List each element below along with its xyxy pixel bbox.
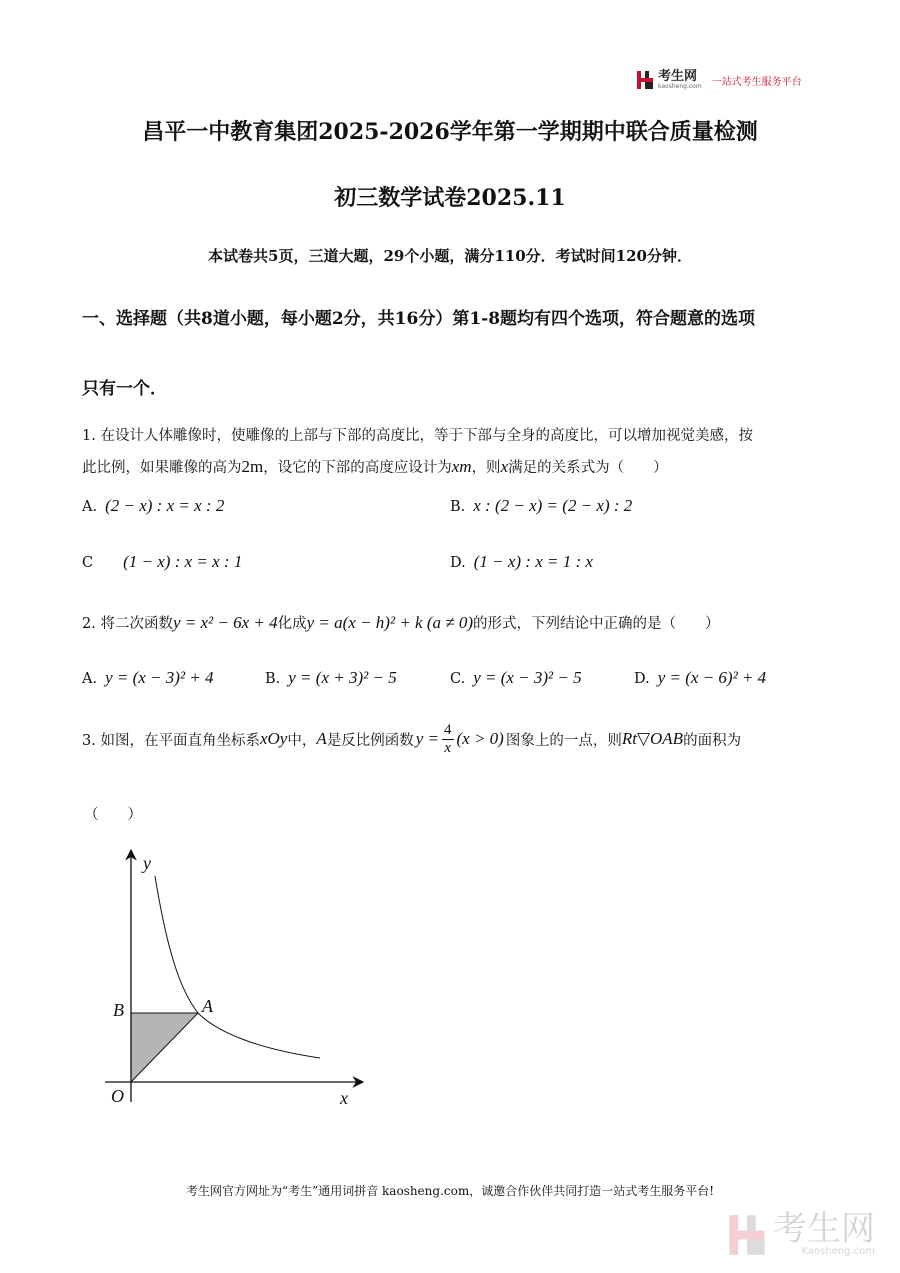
section-heading: 一、选择题（共8道小题，每小题2分，共16分）第1-8题均有四个选项，符合题意的选项 <box>82 309 756 329</box>
logo-name: 考生网 <box>658 69 698 84</box>
label-y: y <box>143 853 151 873</box>
label-b: B <box>113 1000 124 1020</box>
option-label: B. <box>265 671 281 687</box>
q3-fn-cond: (x > 0) <box>456 729 504 748</box>
watermark <box>727 1209 875 1257</box>
logo-slogan: 一站式考生服务平台 <box>711 76 802 88</box>
option-expr: y = (x − 6)² + 4 <box>657 668 767 687</box>
q3-fn-num: 4 <box>444 722 452 738</box>
q3-text: 是反比例函数 <box>326 732 414 749</box>
exam-subtitle: 初三数学试卷2025.11 <box>334 185 566 211</box>
q3-function <box>416 722 504 756</box>
option-expr: (1 − x) : x = x : 1 <box>123 552 243 571</box>
label-x: x <box>340 1088 348 1108</box>
q1-text: 此比例，如果雕像的高为 <box>82 460 242 476</box>
q3-answer-blank: （ ） <box>84 807 142 823</box>
option-expr: (2 − x) : x = x : 2 <box>105 496 225 515</box>
q1-option-d[interactable] <box>450 552 593 572</box>
exam-info: 本试卷共5页，三道大题，29个小题，满分110分．考试时间120分钟． <box>208 247 692 265</box>
q3-fraction <box>442 722 454 756</box>
q2-formula-1: y = x² − 6x + 4 <box>172 613 278 632</box>
q2-option-b[interactable] <box>265 668 397 688</box>
watermark-domain: Kaosheng.com <box>801 1246 875 1257</box>
option-label: D. <box>634 671 650 687</box>
option-expr: x : (2 − x) = (2 − x) : 2 <box>473 496 633 515</box>
q3-figure <box>95 840 385 1120</box>
q2-option-c[interactable] <box>450 668 582 688</box>
watermark-logo-icon <box>727 1213 767 1257</box>
q1-option-c[interactable] <box>82 552 242 572</box>
option-expr: (1 − x) : x = 1 : x <box>473 552 593 571</box>
q3-var: A <box>316 729 327 748</box>
exam-title: 昌平一中教育集团2025-2026学年第一学期期中联合质量检测 <box>142 119 758 145</box>
q3-var: xOy <box>259 729 288 748</box>
label-o: O <box>111 1086 124 1106</box>
q1-var: x <box>500 457 509 476</box>
option-expr: y = (x + 3)² − 5 <box>288 668 397 687</box>
q2-formula-2: y = a(x − h)² + k (a ≠ 0) <box>306 613 473 632</box>
q3-text: 图象上的一点，则 <box>505 732 622 749</box>
section-heading-cont: 只有一个． <box>82 379 167 399</box>
option-label: C. <box>450 671 466 687</box>
option-label: A. <box>82 499 98 515</box>
q2-option-d[interactable] <box>634 668 766 688</box>
q3-triangle: Rt▽OAB <box>621 729 684 748</box>
q1-height: 2m <box>241 457 264 476</box>
q3-fn-lhs: y = <box>415 729 439 748</box>
watermark-name: 考生网 <box>773 1209 875 1249</box>
q1-text: ，则 <box>471 460 501 476</box>
q1-text-line2 <box>82 456 668 477</box>
q1-text-line1: 1. 在设计人体雕像时，使雕像的上部与下部的高度比，等于下部与全身的高度比，可以增加视觉美感，按 <box>82 428 753 444</box>
option-label: A. <box>82 671 98 687</box>
q3-text <box>82 722 741 756</box>
q1-var: xm <box>451 457 472 476</box>
q2-suffix: 的形式，下列结论中正确的是（ ） <box>472 616 720 632</box>
option-label: D. <box>450 555 466 571</box>
kaosheng-logo-icon <box>636 70 654 90</box>
q3-fn-den: x <box>444 739 452 756</box>
q2-mid: 化成 <box>277 616 307 632</box>
site-logo <box>636 70 802 90</box>
q1-text: ，设它的下部的高度应设计为 <box>263 460 452 476</box>
q3-prefix: 3. 如图，在平面直角坐标系 <box>82 732 260 749</box>
q2-option-a[interactable] <box>82 668 214 688</box>
q2-prefix: 2. 将二次函数 <box>82 616 173 632</box>
q1-option-b[interactable] <box>450 496 632 516</box>
q1-text: 满足的关系式为（ ） <box>508 460 668 476</box>
option-label: B. <box>450 499 466 515</box>
q3-suffix: 的面积为 <box>683 732 742 749</box>
footer-text: 考生网官方网址为“考生”通用词拼音 kaosheng.com，诚邀合作伙伴共同打造一站式考生服务平台! <box>185 1184 715 1198</box>
logo-domain: kaosheng.com <box>658 83 702 90</box>
q1-option-a[interactable] <box>82 496 224 516</box>
option-expr: y = (x − 3)² + 4 <box>105 668 214 687</box>
label-a: A <box>202 996 213 1016</box>
q3-text: 中， <box>287 732 317 749</box>
shaded-triangle-oab <box>131 1013 198 1082</box>
q2-text <box>82 612 719 633</box>
option-expr: y = (x − 3)² − 5 <box>473 668 582 687</box>
option-label: C <box>82 555 94 571</box>
